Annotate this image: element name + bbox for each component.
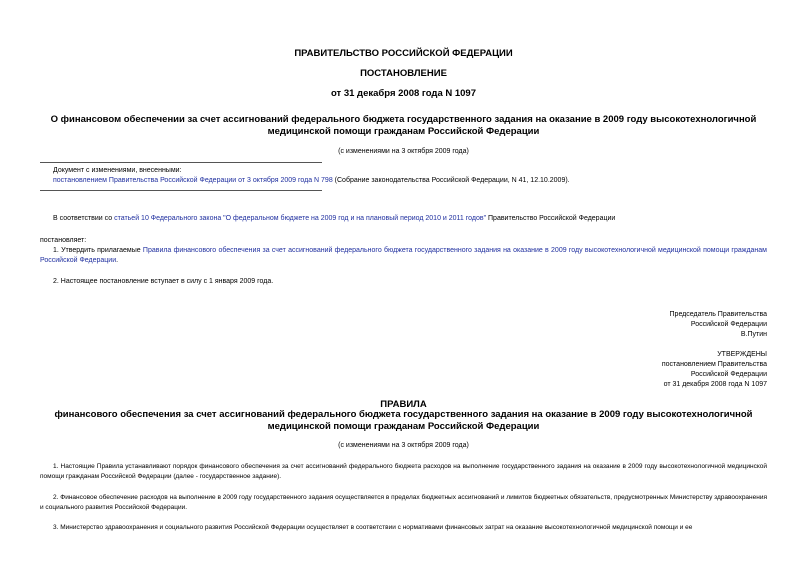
federal-law-link[interactable]: статьей 10 Федерального закона "О федеральном бюджете на 2009 год и на плановый период 2010 и 2011 годов" [114, 215, 487, 222]
government-heading: ПРАВИТЕЛЬСТВО РОССИЙСКОЙ ФЕДЕРАЦИИ [294, 48, 513, 59]
rules-amendments-note: (с изменениями на 3 октября 2009 года) [338, 442, 469, 449]
document-date-number: от 31 декабря 2008 года N 1097 [330, 88, 476, 99]
legal-basis [53, 214, 615, 224]
rules-link[interactable]: Правила финансового обеспечения за счет ассигнований федерального бюджета государственного задания на оказание в 2009 году высокотехнологичной медицинской помощи гражданам Российской Федерации [40, 247, 767, 264]
document-title: О финансовом обеспечении за счет ассигнований федерального бюджета государственного задания на оказание в 2009 году высокотехнологичной медицинской помощи гражданам Российской Федерации [50, 114, 757, 137]
rules-subheading: финансового обеспечения за счет ассигнований федерального бюджета государственного задания на оказание в 2009 году высокотехнологичной медицинской помощи гражданам Российской Федерации [54, 409, 753, 432]
amendments-source [53, 176, 570, 186]
approved-line-3: Российской Федерации [690, 371, 767, 378]
rules-paragraph-2: 2. Финансовое обеспечение расходов на выполнение в 2009 году государственного задания осуществляется в пределах бюджетных ассигнований и лимитов бюджетных обязательств, предусмотренных Министерству здравоохранения и социального развития Российской Федерации. [40, 494, 767, 511]
approved-line-2: постановлением Правительства [661, 361, 767, 368]
item-1-prefix: 1. Утвердить прилагаемые [53, 247, 143, 254]
rules-paragraph-3: 3. Министерство здравоохранения и социального развития Российской Федерации осуществляет в соответствии с нормативами финансовых затрат на оказание высокотехнологичной медицинской помощи и ее [53, 524, 693, 531]
signature-position-2: Российской Федерации [690, 321, 767, 328]
approved-line-4: от 31 декабря 2008 года N 1097 [663, 381, 767, 388]
divider-top [40, 162, 322, 163]
item-1 [40, 246, 767, 266]
amendments-intro: Документ с изменениями, внесенными: [53, 167, 182, 174]
legal-basis-prefix: В соответствии со [53, 215, 115, 222]
document-amendments-note: (с изменениями на 3 октября 2009 года) [338, 148, 469, 155]
signature-position: Председатель Правительства [669, 311, 767, 318]
legal-basis-suffix: Правительство Российской Федерации [486, 215, 616, 222]
divider-bottom [40, 190, 322, 191]
item-2: 2. Настоящее постановление вступает в силу с 1 января 2009 года. [53, 278, 274, 285]
approved-label: УТВЕРЖДЕНЫ [717, 351, 767, 358]
rules-heading: ПРАВИЛА [380, 399, 427, 410]
rules-paragraph-1: 1. Настоящие Правила устанавливают порядок финансового обеспечения за счет ассигнований федерального бюджета расходов на выполнение государственного задания на оказание в 2009 году высокотехнологичной медицинской помощи гражданам Российской Федерации (далее - государственное задание). [40, 463, 767, 480]
document-type: ПОСТАНОВЛЕНИЕ [360, 68, 447, 79]
item-1-suffix: . [116, 257, 119, 264]
resolves-label: постановляет: [40, 237, 87, 244]
amending-resolution-link[interactable]: постановлением Правительства Российской Федерации от 3 октября 2009 года N 798 [53, 177, 333, 184]
amendments-source-suffix: (Собрание законодательства Российской Федерации, N 41, 12.10.2009). [332, 177, 570, 184]
signature-name: В.Путин [740, 331, 767, 338]
